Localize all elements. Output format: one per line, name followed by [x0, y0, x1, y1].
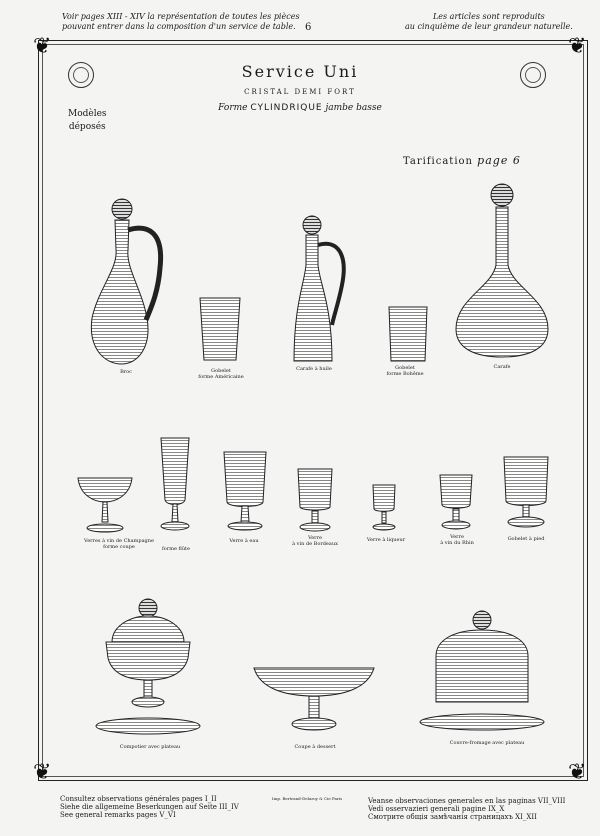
page-title: Service Uni [241, 62, 359, 81]
caption-broc: Broc [120, 369, 132, 375]
gobelet-americaine-icon [198, 296, 242, 364]
caption-verre-liqueur: Verre à liqueur [366, 537, 406, 543]
verre-eau-icon [222, 450, 268, 532]
caption-verre-champagne: Verres à vin de Champagne forme coupe [84, 538, 154, 550]
gobelet-boheme-icon [387, 305, 429, 363]
forme-flute-icon [158, 436, 192, 532]
header-note-right: Les articles sont reproduits au cinquième de leur grandeur naturelle. [405, 12, 573, 31]
caption-coupe-dessert: Coupe à dessert [294, 744, 336, 750]
caption-couvre-fromage: Couvre-fromage avec plateau [449, 740, 525, 746]
caption-gobelet-boheme: Gobelet forme Bohême [386, 365, 424, 377]
page-number: 6 [305, 22, 312, 33]
caption-forme-flute: forme flûte [161, 546, 191, 552]
verre-rhin-icon [438, 473, 474, 531]
modeles-deposes: Modèles déposés [68, 109, 107, 132]
caption-verre-bordeaux: Verre à vin de Bordeaux [292, 535, 338, 547]
caption-gobelet-pied: Gobelet à pied [507, 536, 545, 542]
compotier-icon [94, 598, 204, 738]
broc-icon [82, 198, 166, 366]
corner-ornament-top-right: ❦ [568, 34, 587, 59]
header-note-left: Voir pages XIII - XIV la représentation de toutes les pièces pouvant entrer dans la composition d'un service de table. [62, 12, 300, 31]
verre-bordeaux-icon [296, 467, 334, 533]
couvre-fromage-icon [418, 610, 544, 736]
caption-gobelet-americaine: Gobelet forme Américaine [198, 368, 244, 380]
footer-left: Consultez observations générales pages I_II Siehe die allgemeine Beserkungen auf Seite III_IV See general remarks pages V_VI [60, 795, 239, 819]
carafe-icon [458, 183, 550, 359]
caption-carafe: Carafe [493, 364, 511, 370]
caption-compotier: Compotier avec plateau [119, 744, 181, 750]
seal-right-icon [520, 62, 546, 88]
tarification-label: Tarification page 6 [403, 154, 521, 167]
footer-right: Veanse observaciones generales en las paginas VII_VIII Vedi osservazieri generali pagine IX_X Смотрите общія замѣчанія страницахъ XI_XII [368, 797, 566, 821]
forme-line: Forme CYLINDRIQUE jambe basse [218, 103, 382, 113]
verre-liqueur-icon [371, 483, 397, 533]
verre-champagne-coupe-icon [77, 476, 135, 534]
caption-verre-eau: Verre à eau [229, 538, 259, 544]
coupe-dessert-icon [252, 662, 376, 738]
corner-ornament-bottom-right: ❦ [568, 760, 587, 785]
gobelet-pied-icon [502, 455, 550, 531]
seal-left-icon [68, 62, 94, 88]
carafe-huile-icon [290, 215, 346, 363]
caption-carafe-huile: Carafe à huile [296, 366, 332, 372]
page-subtitle: CRISTAL DEMI FORT [244, 88, 356, 96]
footer-imprint: Imp. Bertrand-Delaroy & Cie Paris [272, 796, 343, 801]
corner-ornament-bottom-left: ❦ [33, 760, 52, 785]
caption-verre-rhin: Verre à vin du Rhin [440, 534, 474, 546]
corner-ornament-top-left: ❦ [33, 34, 52, 59]
